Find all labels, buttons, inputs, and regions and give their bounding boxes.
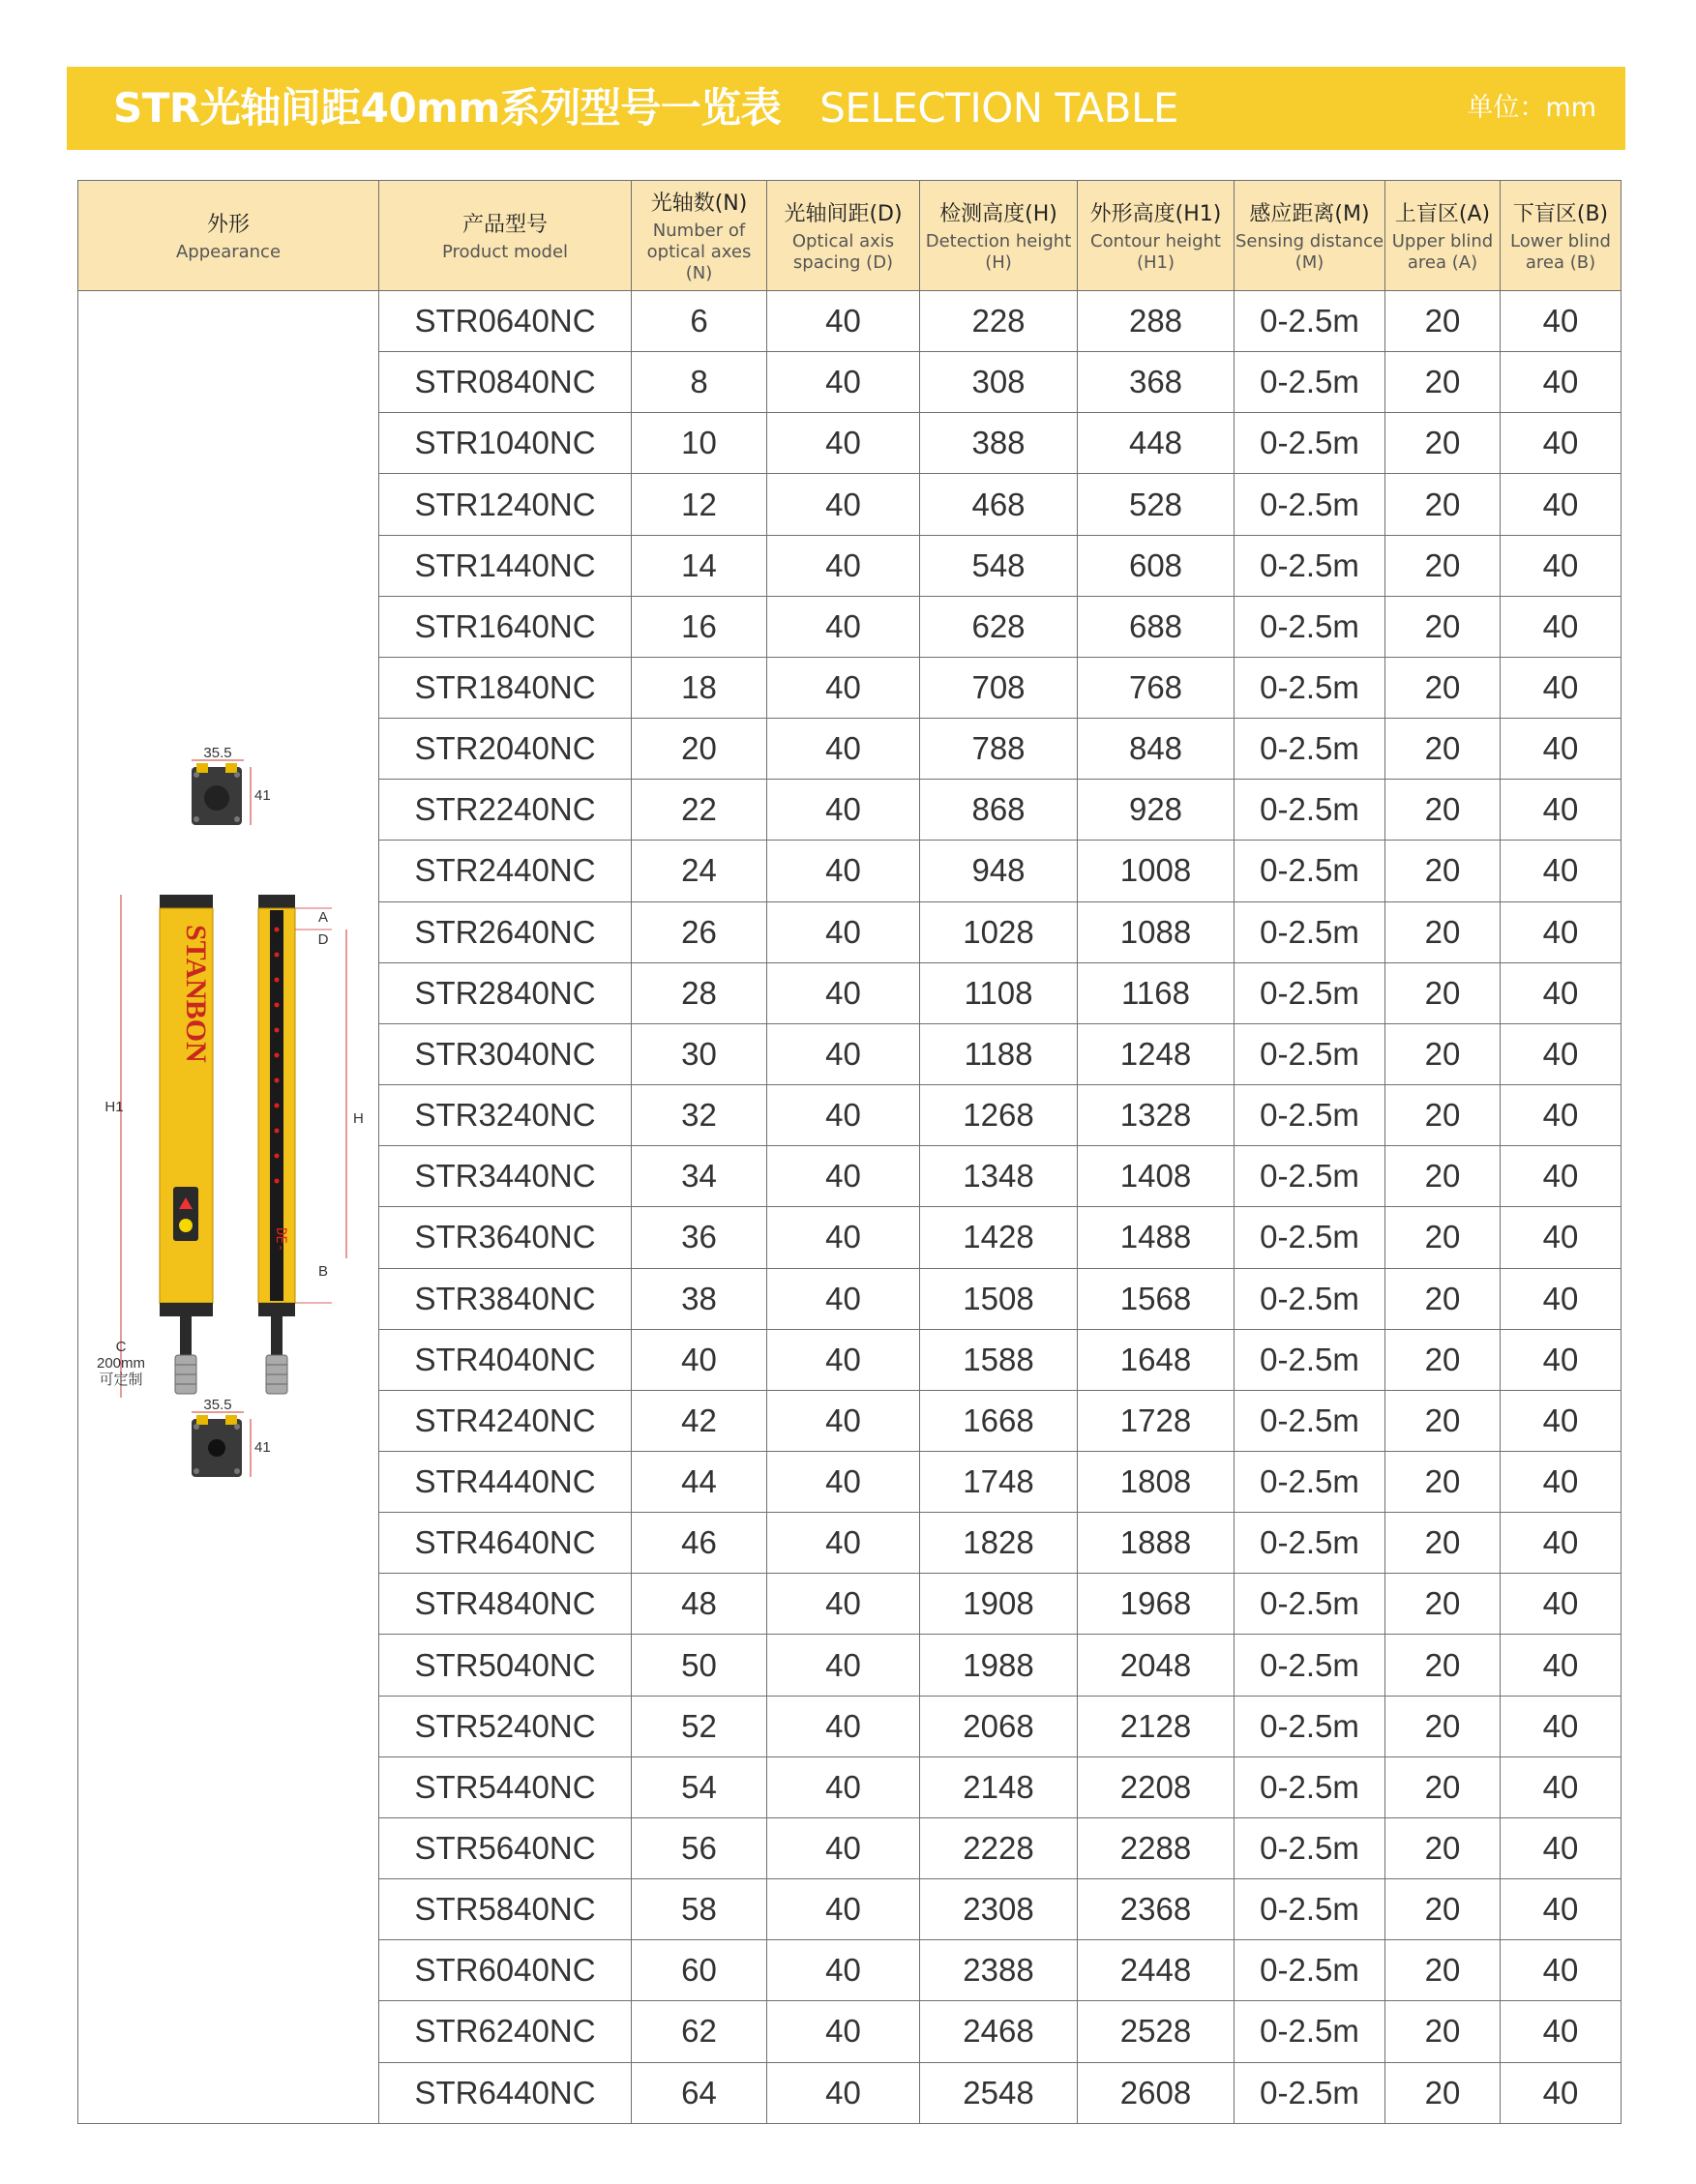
table-cell: 54 [632, 1756, 767, 1817]
table-cell: 40 [767, 1574, 920, 1635]
table-cell: 628 [920, 596, 1078, 657]
table-cell: 2388 [920, 1940, 1078, 2001]
column-header-en: Appearance [175, 242, 282, 262]
table-cell: 1328 [1078, 1085, 1235, 1146]
cell-model: STR2440NC [379, 841, 632, 901]
table-cell: 40 [1501, 1023, 1622, 1084]
table-cell: 1428 [920, 1207, 1078, 1268]
table-cell: 1248 [1078, 1023, 1235, 1084]
table-cell: 0-2.5m [1235, 1635, 1385, 1696]
cell-model: STR4040NC [379, 1329, 632, 1390]
table-cell: 44 [632, 1451, 767, 1512]
table-cell: 20 [1385, 841, 1501, 901]
table-cell: 14 [632, 535, 767, 596]
brand-label: STANBON [180, 925, 212, 1063]
table-cell: 2128 [1078, 1696, 1235, 1756]
table-cell: 0-2.5m [1235, 474, 1385, 535]
table-cell: 948 [920, 841, 1078, 901]
table-cell: 40 [767, 1146, 920, 1207]
table-cell: 40 [1501, 1879, 1622, 1940]
column-header-zh: 外形 [206, 213, 250, 237]
cell-model: STR1240NC [379, 474, 632, 535]
table-cell: 20 [632, 719, 767, 780]
cell-model: STR0840NC [379, 352, 632, 413]
table-cell: 40 [767, 1940, 920, 2001]
title-banner [67, 67, 1625, 150]
table-cell: 40 [1501, 596, 1622, 657]
table-cell: 40 [767, 962, 920, 1023]
table-cell: 40 [1501, 2062, 1622, 2123]
table-cell: 20 [1385, 1146, 1501, 1207]
column-header [379, 181, 632, 291]
receiver-bar [258, 895, 364, 1394]
cell-model: STR0640NC [379, 291, 632, 352]
column-header-en: Upper blind area (A) [1391, 231, 1494, 273]
column-header-zh: 产品型号 [461, 213, 548, 237]
dim-c: C [115, 1339, 127, 1355]
table-cell: 468 [920, 474, 1078, 535]
table-cell: 40 [767, 657, 920, 718]
column-header [1235, 181, 1385, 291]
table-cell: 40 [1501, 413, 1622, 474]
cell-model: STR3440NC [379, 1146, 632, 1207]
column-header-zh: 光轴数(N) [650, 192, 748, 216]
table-cell: 40 [1501, 1268, 1622, 1329]
table-cell: 8 [632, 352, 767, 413]
column-header-zh: 感应距离(M) [1249, 202, 1370, 226]
column-header-en: Detection height (H) [925, 231, 1072, 273]
table-cell: 0-2.5m [1235, 1574, 1385, 1635]
table-cell: 2148 [920, 1756, 1078, 1817]
table-cell: 0-2.5m [1235, 657, 1385, 718]
table-cell: 1968 [1078, 1574, 1235, 1635]
dim-bottom-width: 35.5 [203, 1397, 232, 1413]
cell-model: STR3240NC [379, 1085, 632, 1146]
dim-a: A [317, 909, 329, 926]
cell-model: STR2640NC [379, 901, 632, 962]
table-cell: 20 [1385, 1268, 1501, 1329]
table-cell: 40 [1501, 1085, 1622, 1146]
table-cell: 40 [767, 535, 920, 596]
cable-length: 200mm [96, 1355, 146, 1372]
table-cell: 40 [1501, 1513, 1622, 1574]
table-cell: 20 [1385, 2001, 1501, 2062]
table-body [78, 291, 1622, 2124]
table-cell: 0-2.5m [1235, 1696, 1385, 1756]
cell-model: STR2040NC [379, 719, 632, 780]
table-cell: 20 [1385, 413, 1501, 474]
table-cell: 0-2.5m [1235, 1513, 1385, 1574]
table-cell: 0-2.5m [1235, 1940, 1385, 2001]
cell-model: STR1640NC [379, 596, 632, 657]
table-cell: 1828 [920, 1513, 1078, 1574]
table-cell: 20 [1385, 1940, 1501, 2001]
column-header-en: Sensing distance (M) [1235, 231, 1384, 273]
dim-h: H [353, 1110, 364, 1127]
table-cell: 2548 [920, 2062, 1078, 2123]
table-cell: 26 [632, 901, 767, 962]
table-cell: 20 [1385, 291, 1501, 352]
table-cell: 0-2.5m [1235, 1329, 1385, 1390]
end-cap-top-drawing [192, 745, 271, 825]
table-cell: 40 [767, 1696, 920, 1756]
table-cell: 0-2.5m [1235, 291, 1385, 352]
table-cell: 0-2.5m [1235, 596, 1385, 657]
column-header [632, 181, 767, 291]
column-header [1385, 181, 1501, 291]
table-cell: 40 [767, 1023, 920, 1084]
table-cell: 0-2.5m [1235, 1207, 1385, 1268]
table-cell: 1168 [1078, 962, 1235, 1023]
table-cell: 40 [1501, 1696, 1622, 1756]
table-cell: 1588 [920, 1329, 1078, 1390]
table-cell: 48 [632, 1574, 767, 1635]
table-cell: 2288 [1078, 1817, 1235, 1878]
table-cell: 16 [632, 596, 767, 657]
column-header-en: Contour height (H1) [1090, 231, 1221, 273]
table-cell: 1108 [920, 962, 1078, 1023]
dim-h1: H1 [104, 1099, 124, 1115]
table-cell: 0-2.5m [1235, 1146, 1385, 1207]
table-cell: 40 [1501, 1390, 1622, 1451]
table-cell: 308 [920, 352, 1078, 413]
table-cell: 58 [632, 1879, 767, 1940]
table-cell: 1988 [920, 1635, 1078, 1696]
table-cell: 0-2.5m [1235, 2062, 1385, 2123]
table-cell: 40 [767, 901, 920, 962]
dim-top-depth: 41 [254, 787, 271, 804]
title-en: SELECTION TABLE [819, 84, 1178, 132]
table-cell: 0-2.5m [1235, 719, 1385, 780]
table-cell: 768 [1078, 657, 1235, 718]
table-cell: 40 [767, 1207, 920, 1268]
table-cell: 24 [632, 841, 767, 901]
table-cell: 40 [767, 413, 920, 474]
table-cell: 40 [1501, 474, 1622, 535]
column-header-zh: 检测高度(H) [939, 202, 1057, 226]
table-cell: 20 [1385, 962, 1501, 1023]
table-cell: 2048 [1078, 1635, 1235, 1696]
table-cell: 40 [767, 1879, 920, 1940]
table-cell: 20 [1385, 780, 1501, 841]
table-cell: 228 [920, 291, 1078, 352]
dim-d: D [317, 931, 329, 948]
selection-table [77, 180, 1622, 2124]
cell-model: STR2240NC [379, 780, 632, 841]
table-cell: 0-2.5m [1235, 352, 1385, 413]
cell-model: STR3640NC [379, 1207, 632, 1268]
table-cell: 1088 [1078, 901, 1235, 962]
table-cell: 10 [632, 413, 767, 474]
table-cell: 1668 [920, 1390, 1078, 1451]
table-cell: 1568 [1078, 1268, 1235, 1329]
table-cell: 868 [920, 780, 1078, 841]
column-header [1501, 181, 1622, 291]
table-cell: 40 [632, 1329, 767, 1390]
table-cell: 40 [1501, 352, 1622, 413]
table-cell: 56 [632, 1817, 767, 1878]
table-cell: 1888 [1078, 1513, 1235, 1574]
column-header [1078, 181, 1235, 291]
table-cell: 40 [767, 2001, 920, 2062]
table-cell: 20 [1385, 1817, 1501, 1878]
table-cell: 788 [920, 719, 1078, 780]
cell-model: STR4640NC [379, 1513, 632, 1574]
cell-model: STR3040NC [379, 1023, 632, 1084]
table-cell: 0-2.5m [1235, 1817, 1385, 1878]
table-cell: 36 [632, 1207, 767, 1268]
column-header-zh: 上盲区(A) [1394, 202, 1491, 226]
table-cell: 2368 [1078, 1879, 1235, 1940]
emitter-bar [97, 895, 213, 1398]
table-cell: 1268 [920, 1085, 1078, 1146]
table-cell: 40 [1501, 780, 1622, 841]
table-cell: 20 [1385, 1513, 1501, 1574]
table-cell: 20 [1385, 1085, 1501, 1146]
table-cell: 50 [632, 1635, 767, 1696]
table-cell: 40 [1501, 1940, 1622, 2001]
table-cell: 40 [1501, 1635, 1622, 1696]
table-cell: 1508 [920, 1268, 1078, 1329]
table-cell: 40 [1501, 1574, 1622, 1635]
table-cell: 46 [632, 1513, 767, 1574]
cell-model: STR4840NC [379, 1574, 632, 1635]
table-cell: 40 [1501, 657, 1622, 718]
dim-b: B [317, 1263, 329, 1280]
table-cell: 20 [1385, 596, 1501, 657]
unit-label: 单位：mm [1467, 93, 1596, 123]
table-cell: 708 [920, 657, 1078, 718]
table-cell: 60 [632, 1940, 767, 2001]
table-cell: 40 [1501, 962, 1622, 1023]
table-cell: 40 [767, 1329, 920, 1390]
table-header-row [78, 181, 1622, 291]
table-cell: 38 [632, 1268, 767, 1329]
table-cell: 1748 [920, 1451, 1078, 1512]
table-cell: 0-2.5m [1235, 1879, 1385, 1940]
table-cell: 1028 [920, 901, 1078, 962]
table-cell: 40 [767, 352, 920, 413]
table-cell: 0-2.5m [1235, 1085, 1385, 1146]
table-cell: 0-2.5m [1235, 1756, 1385, 1817]
table-cell: 40 [1501, 291, 1622, 352]
table-cell: 388 [920, 413, 1078, 474]
table-cell: 40 [767, 841, 920, 901]
table-cell: 1488 [1078, 1207, 1235, 1268]
table-cell: 0-2.5m [1235, 1268, 1385, 1329]
table-cell: 40 [1501, 1207, 1622, 1268]
table-cell: 40 [767, 291, 920, 352]
table-cell: 0-2.5m [1235, 535, 1385, 596]
table-cell: 20 [1385, 1756, 1501, 1817]
table-cell: 62 [632, 2001, 767, 2062]
table-cell: 0-2.5m [1235, 1023, 1385, 1084]
table-cell: 20 [1385, 719, 1501, 780]
table-cell: 1728 [1078, 1390, 1235, 1451]
table-cell: 2608 [1078, 2062, 1235, 2123]
table-cell: 20 [1385, 1696, 1501, 1756]
table-row [78, 291, 1622, 352]
table-cell: 2468 [920, 2001, 1078, 2062]
table-cell: 1408 [1078, 1146, 1235, 1207]
table-cell: 2448 [1078, 1940, 1235, 2001]
table-cell: 2528 [1078, 2001, 1235, 2062]
cell-model: STR5240NC [379, 1696, 632, 1756]
table-cell: 6 [632, 291, 767, 352]
table-cell: 40 [767, 1756, 920, 1817]
column-header-en: Number of optical axes (N) [646, 221, 752, 283]
table-cell: 40 [1501, 719, 1622, 780]
table-cell: 64 [632, 2062, 767, 2123]
column-header [78, 181, 379, 291]
table-cell: 20 [1385, 535, 1501, 596]
table-cell: 1908 [920, 1574, 1078, 1635]
table-cell: 40 [767, 596, 920, 657]
table-cell: 20 [1385, 1329, 1501, 1390]
cell-model: STR6240NC [379, 2001, 632, 2062]
dim-bottom-depth: 41 [254, 1439, 271, 1456]
column-header [767, 181, 920, 291]
table-cell: 20 [1385, 657, 1501, 718]
appearance-cell [78, 291, 379, 2124]
table-cell: 0-2.5m [1235, 413, 1385, 474]
column-header-en: Optical axis spacing (D) [791, 231, 895, 273]
table-cell: 288 [1078, 291, 1235, 352]
table-cell: 2308 [920, 1879, 1078, 1940]
table-cell: 20 [1385, 1574, 1501, 1635]
cable-note: 可定制 [99, 1372, 143, 1388]
table-cell: 0-2.5m [1235, 780, 1385, 841]
table-cell: 40 [1501, 2001, 1622, 2062]
cell-model: STR5640NC [379, 1817, 632, 1878]
cell-model: STR4240NC [379, 1390, 632, 1451]
table-cell: 848 [1078, 719, 1235, 780]
table-cell: 2068 [920, 1696, 1078, 1756]
table-cell: 528 [1078, 474, 1235, 535]
cell-model: STR2840NC [379, 962, 632, 1023]
table-cell: 40 [1501, 1451, 1622, 1512]
cell-model: STR3840NC [379, 1268, 632, 1329]
table-cell: 40 [1501, 1329, 1622, 1390]
table-cell: 2228 [920, 1817, 1078, 1878]
column-header-en: Product model [441, 242, 569, 262]
table-cell: 2208 [1078, 1756, 1235, 1817]
table-cell: 22 [632, 780, 767, 841]
table-cell: 0-2.5m [1235, 2001, 1385, 2062]
column-header-zh: 外形高度(H1) [1089, 202, 1222, 226]
table-cell: 40 [767, 1268, 920, 1329]
table-cell: 928 [1078, 780, 1235, 841]
light-curtain-drawing [78, 291, 379, 2123]
receiver-display: DE- [273, 1227, 288, 1253]
column-header-zh: 下盲区(B) [1512, 202, 1609, 226]
table-cell: 1188 [920, 1023, 1078, 1084]
table-cell: 20 [1385, 1390, 1501, 1451]
table-cell: 548 [920, 535, 1078, 596]
table-cell: 40 [767, 1513, 920, 1574]
cell-model: STR6440NC [379, 2062, 632, 2123]
cell-model: STR5440NC [379, 1756, 632, 1817]
cell-model: STR6040NC [379, 1940, 632, 2001]
table-cell: 20 [1385, 1451, 1501, 1512]
table-cell: 40 [1501, 1146, 1622, 1207]
end-cap-bottom-drawing [192, 1397, 271, 1477]
table-cell: 40 [767, 1451, 920, 1512]
title-zh: STR光轴间距40mm系列型号一览表 [113, 84, 782, 132]
table-cell: 368 [1078, 352, 1235, 413]
table-cell: 40 [767, 1390, 920, 1451]
table-cell: 18 [632, 657, 767, 718]
column-header-en: Lower blind area (B) [1510, 231, 1611, 273]
table-cell: 34 [632, 1146, 767, 1207]
table-cell: 0-2.5m [1235, 841, 1385, 901]
table-cell: 0-2.5m [1235, 901, 1385, 962]
table-cell: 40 [767, 719, 920, 780]
table-cell: 28 [632, 962, 767, 1023]
table-cell: 688 [1078, 596, 1235, 657]
table-cell: 40 [1501, 535, 1622, 596]
column-header [920, 181, 1078, 291]
table-cell: 20 [1385, 352, 1501, 413]
table-cell: 40 [767, 780, 920, 841]
page-title [113, 67, 1178, 150]
table-cell: 20 [1385, 1207, 1501, 1268]
table-cell: 40 [1501, 1817, 1622, 1878]
table-cell: 40 [1501, 1756, 1622, 1817]
table-cell: 20 [1385, 474, 1501, 535]
table-cell: 0-2.5m [1235, 962, 1385, 1023]
table-cell: 1808 [1078, 1451, 1235, 1512]
table-cell: 40 [1501, 841, 1622, 901]
table-cell: 608 [1078, 535, 1235, 596]
table-cell: 40 [767, 1817, 920, 1878]
cell-model: STR1040NC [379, 413, 632, 474]
table-cell: 1648 [1078, 1329, 1235, 1390]
table-cell: 52 [632, 1696, 767, 1756]
table-cell: 20 [1385, 901, 1501, 962]
cell-model: STR1840NC [379, 657, 632, 718]
table-cell: 12 [632, 474, 767, 535]
table-cell: 40 [767, 1085, 920, 1146]
dim-top-width: 35.5 [203, 745, 232, 761]
cell-model: STR1440NC [379, 535, 632, 596]
cell-model: STR5840NC [379, 1879, 632, 1940]
table-cell: 32 [632, 1085, 767, 1146]
table-cell: 40 [1501, 901, 1622, 962]
table-cell: 20 [1385, 2062, 1501, 2123]
table-cell: 20 [1385, 1023, 1501, 1084]
cell-model: STR5040NC [379, 1635, 632, 1696]
table-cell: 40 [767, 1635, 920, 1696]
table-cell: 42 [632, 1390, 767, 1451]
table-cell: 1008 [1078, 841, 1235, 901]
table-cell: 1348 [920, 1146, 1078, 1207]
table-cell: 40 [767, 2062, 920, 2123]
table-cell: 0-2.5m [1235, 1451, 1385, 1512]
table-cell: 20 [1385, 1635, 1501, 1696]
column-header-zh: 光轴间距(D) [784, 202, 903, 226]
table-cell: 40 [767, 474, 920, 535]
cell-model: STR4440NC [379, 1451, 632, 1512]
table-cell: 0-2.5m [1235, 1390, 1385, 1451]
table-cell: 30 [632, 1023, 767, 1084]
table-cell: 20 [1385, 1879, 1501, 1940]
table-cell: 448 [1078, 413, 1235, 474]
